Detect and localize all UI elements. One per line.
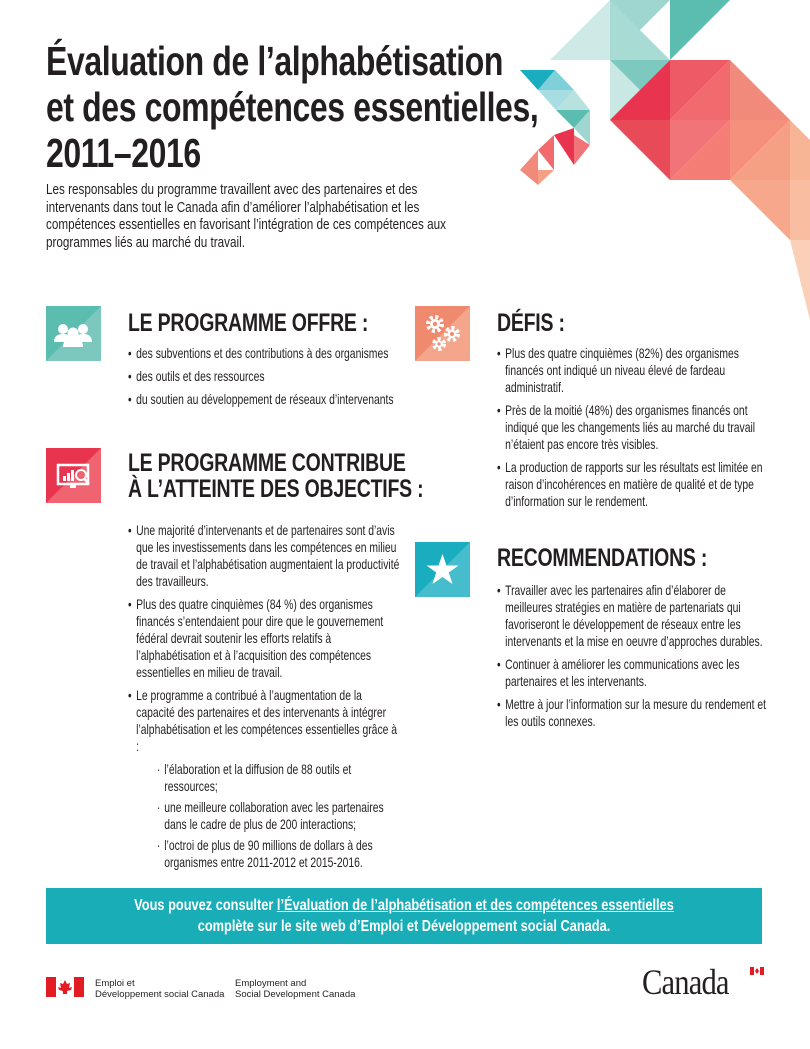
sub-item: · une meilleure collaboration avec les partenaires dans le cadre de plus de 200 interactions;: [157, 799, 402, 833]
list-item: • Travailler avec les partenaires afin d’élaborer de meilleures stratégies en matière de partenariats qui favoriseront le développement de réseaux entre les intervenants et la mise en oeuvre d’approches durables.: [497, 582, 771, 650]
title-line: 2011–2016: [46, 130, 201, 176]
list-item: • des outils et des ressources: [128, 368, 402, 385]
people-icon: [46, 306, 101, 361]
contribue-sublist: [136, 761, 402, 871]
footer-text: Développement social Canada: [95, 989, 225, 1000]
sub-item: · l’élaboration et la diffusion de 88 outils et ressources;: [157, 761, 402, 795]
list-item: • Continuer à améliorer les communications avec les partenaires et les intervenants.: [497, 656, 771, 690]
recommandations-heading: RECOMMENDATIONS :: [497, 544, 708, 572]
banner-prefix: Vous pouvez consulter: [134, 897, 277, 914]
footer-text: Social Development Canada: [235, 989, 356, 1000]
sub-item: · l’octroi de plus de 90 millions de dollars à des organismes entre 2011-2012 et 2015-2016.: [157, 837, 402, 871]
list-item: • La production de rapports sur les résultats est limitée en raison d’incohérences en matière de qualité et de type d’information sur le rendement.: [497, 459, 771, 510]
title-line: Évaluation de l’alphabétisation: [46, 38, 504, 84]
title-line: et des compétences essentielles,: [46, 84, 539, 130]
list-item: • du soutien au développement de réseaux d’intervenants: [128, 391, 402, 408]
defis-list: [497, 345, 771, 516]
offre-heading: LE PROGRAMME OFFRE :: [128, 309, 369, 337]
offre-list: [128, 345, 402, 414]
banner-line-1: [46, 895, 762, 916]
intro-paragraph: Les responsables du programme travaillent avec des partenaires et des intervenants dans tout le Canada afin d’améliorer l’alphabétisation et les compétences essentielles en favorisant l’intégration de ces compétences aux programmes liés au marché du travail.: [46, 181, 446, 251]
list-item: • Plus des quatre cinquièmes (84 %) des organismes financés s’entendaient pour dire que le gouvernement fédéral devrait soutenir les efforts relatifs à l’alphabétisation et à l’acquisition des compétences essentielles en milieu de travail.: [128, 596, 402, 681]
contribue-list: [128, 522, 402, 877]
heading-line: À L’ATTEINTE DES OBJECTIFS :: [128, 475, 424, 503]
list-item: • Près de la moitié (48%) des organismes financés ont indiqué que les changements liés au marché du travail n’étaient pas encore très visibles.: [497, 402, 771, 453]
canada-wordmark: Canada: [642, 962, 729, 1002]
list-item: • Plus des quatre cinquièmes (82%) des organismes financés ont indiqué un niveau élevé de fardeau administratif.: [497, 345, 771, 396]
star-icon: [415, 542, 470, 597]
list-item: • des subventions et des contributions à des organismes: [128, 345, 402, 362]
esdc-fr-name: [95, 978, 224, 1000]
footer-text: Employment and: [235, 978, 307, 989]
heading-line: LE PROGRAMME CONTRIBUE: [128, 449, 406, 477]
esdc-en-name: [235, 978, 355, 1000]
wordmark-flag-icon: [750, 962, 764, 970]
banner-line-2: complète sur le site web d’Emploi et Développement social Canada.: [197, 918, 611, 935]
recommandations-list: [497, 582, 771, 736]
canada-flag-icon: [46, 977, 84, 997]
page-title: [46, 38, 647, 176]
analytics-monitor-icon: [46, 448, 101, 503]
contribue-heading: [128, 450, 423, 502]
gears-icon: [415, 306, 470, 361]
list-item: • Une majorité d’intervenants et de partenaires sont d’avis que les investissements dans les compétences en milieu de travail et l’alphabétisation augmentaient la productivité des travailleurs.: [128, 522, 402, 590]
evaluation-link-banner: [46, 888, 762, 944]
defis-heading: DÉFIS :: [497, 309, 565, 337]
list-item-text: Le programme a contribué à l’augmentation de la capacité des partenaires et des intervenants à intégrer l’alphabétisation et les compétences essentielles grâce à :: [136, 687, 398, 754]
list-item: • Mettre à jour l’information sur la mesure du rendement et les outils connexes.: [497, 696, 771, 730]
evaluation-link[interactable]: l’Évaluation de l’alphabétisation et des compétences essentielles: [276, 897, 674, 914]
list-item: [128, 687, 402, 871]
footer-text: Emploi et: [95, 978, 135, 989]
